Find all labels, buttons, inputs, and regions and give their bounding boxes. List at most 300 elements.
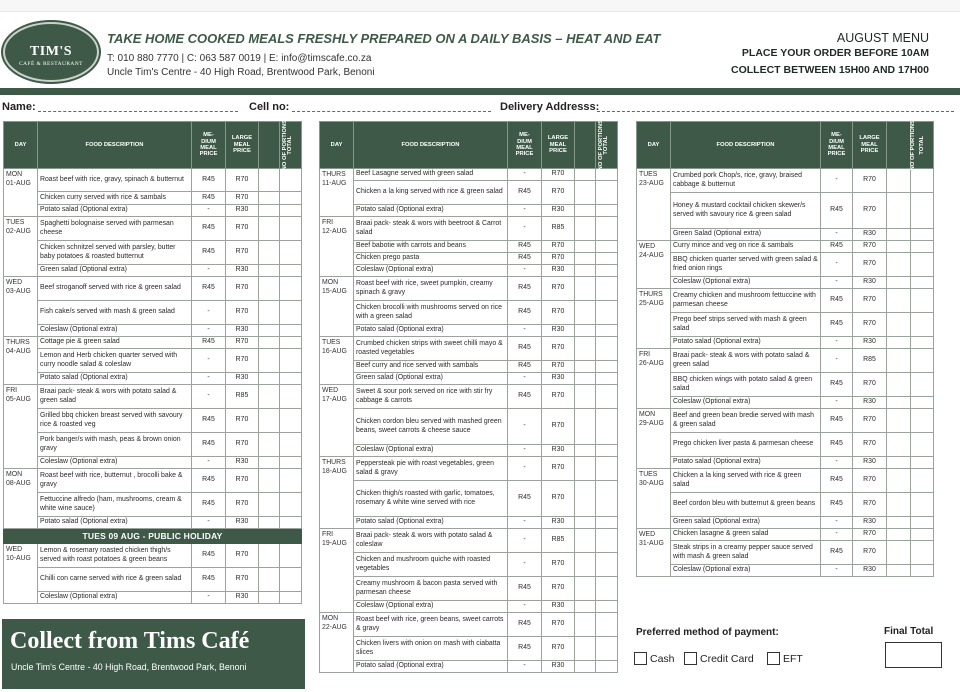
medium-price-cell: R45 [508, 385, 542, 409]
food-description-cell: Chicken a la king served with rice & green salad [671, 469, 821, 493]
day-cell: MON 15-AUG [320, 277, 354, 337]
total-input-cell[interactable] [911, 541, 934, 565]
portions-input-cell[interactable] [575, 265, 596, 277]
portions-input-cell[interactable] [259, 277, 280, 301]
menu-item-row [637, 469, 934, 493]
menu-item-row [320, 169, 618, 181]
food-description-cell: Fish cake/s served with mash & green salad [38, 301, 192, 325]
portions-header [259, 119, 288, 171]
total-input-cell[interactable] [280, 517, 302, 529]
day-cell: WED 10-AUG [4, 544, 38, 604]
total-input-cell[interactable] [911, 529, 934, 541]
menu-item-row [637, 289, 934, 313]
total-input-cell[interactable] [596, 457, 618, 481]
name-field[interactable] [38, 111, 238, 112]
food-description-cell: Beef babotie with carrots and beans [354, 241, 508, 253]
total-input-cell[interactable] [911, 229, 934, 241]
portions-input-cell[interactable] [259, 568, 280, 592]
eft-checkbox[interactable] [767, 652, 780, 665]
medium-price-cell: R45 [821, 289, 853, 313]
medium-price-cell: - [508, 457, 542, 481]
medium-price-cell: R45 [821, 373, 853, 397]
payment-label: Preferred method of payment: [636, 627, 779, 638]
payment-option-cash[interactable] [634, 652, 675, 665]
medium-price-cell: R45 [508, 277, 542, 301]
medium-price-cell: R45 [821, 313, 853, 337]
large-price-cell: R30 [226, 517, 259, 529]
large-price-cell: R70 [542, 637, 575, 661]
total-input-cell[interactable] [596, 181, 618, 205]
medium-price-cell: R45 [508, 481, 542, 517]
food-description-cell: Sweet & sour pork served on rice with stir fry cabbage & carrots [354, 385, 508, 409]
menu-item-row [637, 349, 934, 373]
total-input-cell[interactable] [911, 517, 934, 529]
total-input-cell[interactable] [280, 493, 302, 517]
food-description-cell: Lemon & rosemary roasted chicken thigh/s served with roast potatoes & green beans [38, 544, 192, 568]
portions-input-cell[interactable] [259, 205, 280, 217]
medium-price-cell: - [192, 205, 226, 217]
portions-input-cell[interactable] [259, 301, 280, 325]
medium-price-cell: - [192, 325, 226, 337]
medium-price-cell: - [508, 553, 542, 577]
payment-option-credit-card[interactable] [684, 652, 754, 665]
logo-name: TIM'S [29, 44, 73, 59]
large-price-cell: R85 [542, 217, 575, 241]
total-input-cell[interactable] [280, 277, 302, 301]
portions-header-text: NO OF PORTIONS [597, 119, 604, 171]
medium-price-cell: - [821, 337, 853, 349]
medium-price-cell: R45 [821, 409, 853, 433]
food-description-cell: Potato salad (Optional extra) [38, 517, 192, 529]
large-price-cell: R70 [542, 613, 575, 637]
menu-item-row [637, 373, 934, 397]
large-price-cell: R30 [226, 325, 259, 337]
total-input-cell[interactable] [280, 469, 302, 493]
menu-item-row [320, 481, 618, 517]
total-input-cell[interactable] [280, 192, 302, 205]
food-description-cell: Chicken schnitzel served with parsley, butter baby potatoes & roasted butternut [38, 241, 192, 265]
total-input-cell[interactable] [280, 349, 302, 373]
total-input-cell[interactable] [596, 553, 618, 577]
portions-input-cell[interactable] [575, 481, 596, 517]
total-input-cell[interactable] [596, 337, 618, 361]
food-description-cell: Chicken curry served with rice & sambals [38, 192, 192, 205]
medium-price-cell: - [192, 592, 226, 604]
portions-input-cell[interactable] [887, 253, 911, 277]
portions-input-cell[interactable] [887, 457, 911, 469]
medium-price-cell: - [192, 349, 226, 373]
day-cell: WED 31-AUG [637, 529, 671, 577]
menu-item-row [637, 457, 934, 469]
portions-input-cell[interactable] [887, 433, 911, 457]
total-input-cell[interactable] [911, 253, 934, 277]
total-input-cell[interactable] [596, 637, 618, 661]
portions-input-cell[interactable] [887, 373, 911, 397]
total-input-cell[interactable] [911, 313, 934, 337]
total-input-cell[interactable] [911, 493, 934, 517]
portions-input-cell[interactable] [575, 169, 596, 181]
total-input-cell[interactable] [280, 325, 302, 337]
tims-cafe-logo [3, 22, 99, 82]
total-input-cell[interactable] [911, 397, 934, 409]
final-total-field[interactable] [885, 642, 942, 668]
total-input-cell[interactable] [911, 457, 934, 469]
portions-input-cell[interactable] [259, 457, 280, 469]
total-input-cell[interactable] [596, 265, 618, 277]
food-description-cell: Green salad (Optional extra) [671, 517, 821, 529]
portions-input-cell[interactable] [259, 373, 280, 385]
menu-item-row [4, 457, 302, 469]
total-input-cell[interactable] [911, 337, 934, 349]
large-price-cell: R70 [542, 169, 575, 181]
menu-item-row [637, 241, 934, 253]
day-cell: TUES 30-AUG [637, 469, 671, 529]
cash-checkbox[interactable] [634, 652, 647, 665]
large-price-cell: R70 [226, 337, 259, 349]
total-input-cell[interactable] [911, 241, 934, 253]
portions-input-cell[interactable] [887, 169, 911, 193]
large-price-cell: R70 [853, 541, 887, 565]
total-input-cell[interactable] [911, 433, 934, 457]
total-input-cell[interactable] [596, 253, 618, 265]
portions-input-cell[interactable] [575, 337, 596, 361]
large-price-cell: R30 [542, 517, 575, 529]
medium-price-cell: - [821, 565, 853, 577]
menu-item-row [637, 229, 934, 241]
total-input-cell[interactable] [280, 433, 302, 457]
menu-item-row [320, 409, 618, 445]
portions-input-cell[interactable] [259, 385, 280, 409]
address-label: Delivery Addresss: [500, 101, 600, 113]
portions-input-cell[interactable] [887, 409, 911, 433]
menu-item-row [320, 577, 618, 601]
total-input-cell[interactable] [596, 361, 618, 373]
medium-price-cell: - [508, 325, 542, 337]
menu-item-row [637, 493, 934, 517]
large-price-cell: R70 [542, 577, 575, 601]
portions-input-cell[interactable] [575, 385, 596, 409]
portions-input-cell[interactable] [887, 241, 911, 253]
menu-item-row [4, 409, 302, 433]
menu-item-row [4, 433, 302, 457]
holiday-row [4, 529, 302, 544]
total-input-cell[interactable] [280, 592, 302, 604]
menu-title: AUGUST MENU [836, 31, 929, 45]
menu-item-row [320, 337, 618, 361]
portions-input-cell[interactable] [259, 409, 280, 433]
total-input-cell[interactable] [911, 289, 934, 313]
total-input-cell[interactable] [596, 661, 618, 673]
menu-item-row [320, 601, 618, 613]
total-input-cell[interactable] [280, 241, 302, 265]
food-description-header: FOOD DESCRIPTION [354, 122, 508, 169]
menu-item-row [320, 325, 618, 337]
medium-price-cell: R45 [192, 568, 226, 592]
logo-sub: CAFÉ & RESTAURANT [19, 61, 83, 67]
portions-input-cell[interactable] [575, 445, 596, 457]
medium-price-cell: R45 [192, 544, 226, 568]
day-cell: TUES 16-AUG [320, 337, 354, 385]
contact-details: T: 010 880 7770 | C: 063 587 0019 | E: info@timscafe.co.za [107, 53, 372, 64]
large-price-cell: R85 [853, 349, 887, 373]
medium-price-cell: R45 [192, 469, 226, 493]
portions-input-cell[interactable] [259, 192, 280, 205]
total-input-cell[interactable] [911, 193, 934, 229]
portions-input-cell[interactable] [887, 289, 911, 313]
food-description-cell: Chicken a la king served with rice & green salad [354, 181, 508, 205]
portions-input-cell[interactable] [887, 337, 911, 349]
food-description-cell: Coleslaw (Optional extra) [38, 592, 192, 604]
day-cell: MON 22-AUG [320, 613, 354, 673]
large-price-cell: R70 [226, 277, 259, 301]
large-price-cell: R70 [542, 457, 575, 481]
large-price-cell: R70 [226, 192, 259, 205]
portions-input-cell[interactable] [887, 517, 911, 529]
menu-item-row [637, 541, 934, 565]
portions-input-cell[interactable] [259, 433, 280, 457]
portions-input-cell[interactable] [575, 241, 596, 253]
total-input-cell[interactable] [280, 265, 302, 277]
total-input-cell[interactable] [596, 205, 618, 217]
portions-input-cell[interactable] [575, 253, 596, 265]
menu-item-row [4, 301, 302, 325]
total-input-cell[interactable] [280, 337, 302, 349]
portions-input-cell[interactable] [575, 217, 596, 241]
portions-input-cell[interactable] [575, 181, 596, 205]
portions-input-cell[interactable] [887, 469, 911, 493]
food-description-cell: Chicken lasagne & green salad [671, 529, 821, 541]
food-description-cell: Green Salad (Optional extra) [671, 229, 821, 241]
food-description-cell: Creamy chicken and mushroom fettuccine with parmesan cheese [671, 289, 821, 313]
food-description-cell: Roast beef with rice, sweet pumpkin, creamy spinach & gravy [354, 277, 508, 301]
large-price-cell: R30 [853, 565, 887, 577]
menu-item-row [320, 457, 618, 481]
portions-input-cell[interactable] [575, 457, 596, 481]
menu-item-row [320, 517, 618, 529]
food-description-cell: Braai pack- steak & wors with potato salad & coleslaw [354, 529, 508, 553]
portions-input-cell[interactable] [887, 565, 911, 577]
portions-input-cell[interactable] [575, 373, 596, 385]
portions-input-cell[interactable] [259, 493, 280, 517]
large-price-cell: R30 [853, 517, 887, 529]
medium-price-cell: - [821, 457, 853, 469]
portions-input-cell[interactable] [575, 613, 596, 637]
portions-input-cell[interactable] [575, 301, 596, 325]
total-input-cell[interactable] [280, 409, 302, 433]
portions-input-cell[interactable] [575, 277, 596, 301]
food-description-cell: Green salad (Optional extra) [354, 373, 508, 385]
large-price-cell: R30 [226, 205, 259, 217]
total-input-cell[interactable] [596, 601, 618, 613]
large-price-cell: R70 [853, 313, 887, 337]
menu-item-row [320, 373, 618, 385]
portions-input-cell[interactable] [575, 361, 596, 373]
total-input-cell[interactable] [280, 169, 302, 192]
total-input-cell[interactable] [596, 445, 618, 457]
medium-price-cell: R45 [192, 241, 226, 265]
portions-input-cell[interactable] [259, 517, 280, 529]
total-input-cell[interactable] [280, 544, 302, 568]
menu-item-row [637, 565, 934, 577]
portions-input-cell[interactable] [887, 529, 911, 541]
portions-input-cell[interactable] [259, 349, 280, 373]
total-input-cell[interactable] [596, 481, 618, 517]
medium-price-cell: R45 [821, 241, 853, 253]
portions-input-cell[interactable] [259, 544, 280, 568]
portions-input-cell[interactable] [575, 517, 596, 529]
portions-input-cell[interactable] [259, 241, 280, 265]
holiday-notice: TUES 09 AUG - PUBLIC HOLIDAY [4, 529, 302, 544]
total-input-cell[interactable] [280, 205, 302, 217]
total-input-cell[interactable] [596, 529, 618, 553]
portions-input-cell[interactable] [575, 553, 596, 577]
total-input-cell[interactable] [280, 373, 302, 385]
menu-item-row [4, 493, 302, 517]
total-input-cell[interactable] [596, 373, 618, 385]
total-input-cell[interactable] [280, 568, 302, 592]
total-input-cell[interactable] [911, 349, 934, 373]
total-input-cell[interactable] [596, 517, 618, 529]
portions-input-cell[interactable] [887, 229, 911, 241]
food-description-cell: Roast beef with rice, gravy, spinach & butternut [38, 169, 192, 192]
food-description-cell: Coleslaw (Optional extra) [38, 457, 192, 469]
medium-price-cell: - [821, 277, 853, 289]
customer-fields [0, 99, 960, 115]
total-input-cell[interactable] [911, 373, 934, 397]
food-description-cell: Curry mince and veg on rice & sambals [671, 241, 821, 253]
medium-price-cell: R45 [192, 337, 226, 349]
credit-card-checkbox[interactable] [684, 652, 697, 665]
total-input-cell[interactable] [280, 457, 302, 469]
day-cell: FRI 26-AUG [637, 349, 671, 409]
medium-price-cell: R45 [192, 217, 226, 241]
total-input-cell[interactable] [596, 613, 618, 637]
portions-input-cell[interactable] [887, 349, 911, 373]
cell-field[interactable] [292, 111, 491, 112]
food-description-header: FOOD DESCRIPTION [671, 122, 821, 169]
food-description-cell: Potato salad (Optional extra) [354, 661, 508, 673]
large-price-cell: R30 [226, 592, 259, 604]
menu-item-row [320, 301, 618, 325]
menu-item-row [4, 349, 302, 373]
food-description-cell: Coleslaw (Optional extra) [671, 277, 821, 289]
portions-input-cell[interactable] [259, 469, 280, 493]
menu-item-row [637, 277, 934, 289]
total-input-cell[interactable] [911, 565, 934, 577]
medium-price-cell: - [192, 517, 226, 529]
total-input-cell[interactable] [911, 277, 934, 289]
menu-item-row [4, 325, 302, 337]
medium-price-cell: - [192, 265, 226, 277]
portions-input-cell[interactable] [259, 169, 280, 192]
total-input-cell[interactable] [596, 325, 618, 337]
total-input-cell[interactable] [596, 577, 618, 601]
menu-item-row [4, 517, 302, 529]
portions-input-cell[interactable] [575, 409, 596, 445]
portions-input-cell[interactable] [575, 637, 596, 661]
medium-price-header: ME- DIUM MEAL PRICE [508, 122, 542, 169]
portions-input-cell[interactable] [575, 529, 596, 553]
portions-input-cell[interactable] [259, 592, 280, 604]
medium-price-cell: R45 [192, 169, 226, 192]
order-deadline: PLACE YOUR ORDER BEFORE 10AM [741, 47, 929, 59]
medium-price-cell: - [508, 661, 542, 673]
medium-price-cell: - [821, 253, 853, 277]
total-input-cell[interactable] [596, 217, 618, 241]
day-cell: MON 29-AUG [637, 409, 671, 469]
total-input-cell[interactable] [280, 385, 302, 409]
portions-input-cell[interactable] [575, 325, 596, 337]
portions-input-cell[interactable] [887, 397, 911, 409]
day-cell: MON 01-AUG [4, 169, 38, 217]
portions-input-cell[interactable] [259, 265, 280, 277]
total-input-cell[interactable] [280, 301, 302, 325]
total-input-cell[interactable] [911, 469, 934, 493]
portions-input-cell[interactable] [575, 661, 596, 673]
top-strip [0, 0, 960, 12]
portions-input-cell[interactable] [887, 541, 911, 565]
medium-price-cell: R45 [821, 493, 853, 517]
medium-price-cell: - [508, 217, 542, 241]
portions-input-cell[interactable] [259, 337, 280, 349]
medium-price-cell: - [821, 397, 853, 409]
payment-option-eft[interactable] [767, 652, 803, 665]
menu-item-row [4, 217, 302, 241]
food-description-header: FOOD DESCRIPTION [38, 122, 192, 169]
portions-input-cell[interactable] [887, 277, 911, 289]
total-input-cell[interactable] [911, 409, 934, 433]
portions-input-cell[interactable] [887, 313, 911, 337]
portions-input-cell[interactable] [575, 601, 596, 613]
food-description-cell: Chicken and mushroom quiche with roasted vegetables [354, 553, 508, 577]
food-description-cell: Potato salad (Optional extra) [354, 205, 508, 217]
menu-table-1 [3, 121, 302, 604]
address-field[interactable] [597, 111, 954, 112]
total-input-cell[interactable] [280, 217, 302, 241]
large-price-cell: R70 [226, 217, 259, 241]
total-input-cell[interactable] [596, 409, 618, 445]
medium-price-cell: R45 [821, 193, 853, 229]
total-input-cell[interactable] [596, 301, 618, 325]
portions-input-cell[interactable] [259, 217, 280, 241]
total-input-cell[interactable] [596, 241, 618, 253]
food-description-cell: Chicken livers with onion on mash with ciabatta slices [354, 637, 508, 661]
food-description-cell: Chicken cordon bleu served with mashed green beans, sweet carrots & cheese sauce [354, 409, 508, 445]
total-input-cell[interactable] [911, 169, 934, 193]
total-header-text: TOTAL [287, 135, 294, 155]
medium-price-cell: - [508, 205, 542, 217]
menu-item-row [637, 433, 934, 457]
portions-input-cell[interactable] [575, 577, 596, 601]
medium-price-cell: - [821, 169, 853, 193]
large-price-cell: R70 [853, 493, 887, 517]
medium-price-cell: - [508, 373, 542, 385]
menu-item-row [637, 409, 934, 433]
food-description-cell: Green salad (Optional extra) [38, 265, 192, 277]
portions-input-cell[interactable] [575, 205, 596, 217]
portions-input-cell[interactable] [259, 325, 280, 337]
total-input-cell[interactable] [596, 385, 618, 409]
large-price-cell: R70 [542, 337, 575, 361]
portions-input-cell[interactable] [887, 193, 911, 229]
day-cell: WED 17-AUG [320, 385, 354, 457]
food-description-cell: Potato salad (Optional extra) [354, 325, 508, 337]
food-description-cell: Coleslaw (Optional extra) [354, 445, 508, 457]
portions-input-cell[interactable] [887, 493, 911, 517]
menu-item-row [637, 169, 934, 193]
menu-item-row [320, 529, 618, 553]
total-input-cell[interactable] [596, 277, 618, 301]
